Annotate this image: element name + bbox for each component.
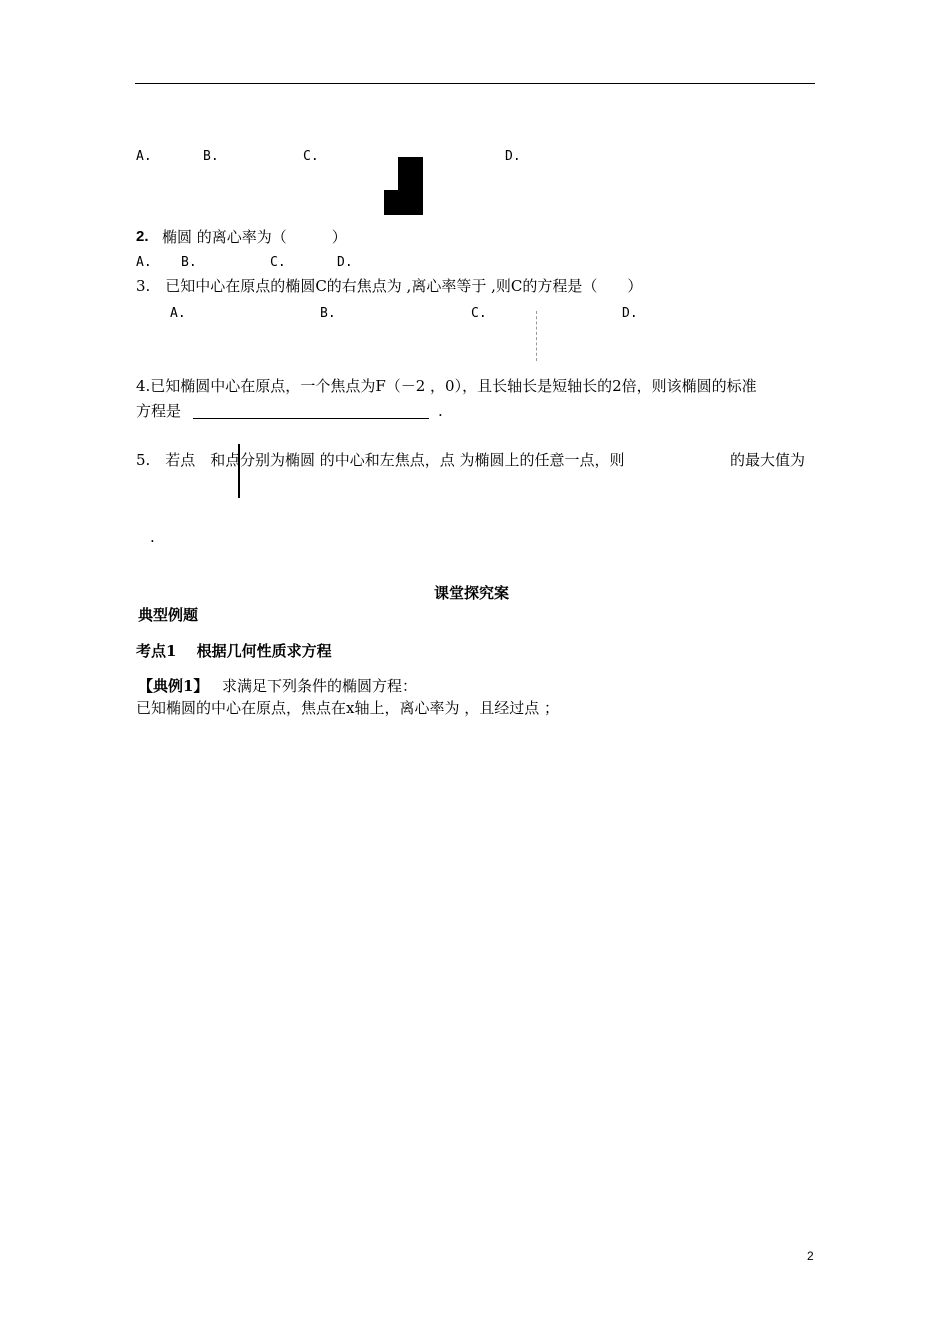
q5-part1: 5. 若点 和点	[136, 451, 241, 469]
q3-option-d: D.	[622, 306, 638, 321]
q1-figure-block-top	[398, 157, 423, 191]
example-label: 【典例1】	[138, 677, 209, 695]
example-condition: 已知椭圆的中心在原点，焦点在x轴上，离心率为 ，且经过点 ；	[136, 699, 559, 717]
section-title: 课堂探究案	[434, 584, 510, 602]
example-text: 求满足下列条件的椭圆方程：	[222, 677, 418, 695]
q3-dashed-divider	[536, 311, 537, 361]
header-rule	[135, 83, 815, 84]
q2-option-d: D.	[337, 255, 353, 270]
q5-part3: 的最大值为	[730, 451, 806, 469]
q3-option-b: B.	[320, 306, 336, 321]
q4-line2-prefix: 方程是	[136, 402, 182, 420]
q3-text: 3. 已知中心在原点的椭圆C的右焦点为 ,离心率等于 ,则C的方程是（ ）	[136, 277, 643, 295]
q4-line2-suffix: .	[438, 402, 443, 420]
q5-tail: .	[150, 528, 155, 546]
q2-text: 椭圆 的离心率为（ ）	[162, 228, 347, 246]
q2-option-c: C.	[270, 255, 286, 270]
q4-line1: 4.已知椭圆中心在原点，一个焦点为F（－2 ，0），且长轴长是短轴长的2倍，则该椭圆的标准	[136, 377, 757, 395]
page-number: 2	[807, 1249, 814, 1263]
q1-option-b: B.	[203, 149, 219, 164]
q1-option-a: A.	[136, 149, 152, 164]
q3-option-a: A.	[170, 306, 186, 321]
section-subtitle: 典型例题	[138, 606, 199, 624]
q2-option-b: B.	[181, 255, 197, 270]
q3-option-c: C.	[471, 306, 487, 321]
q5-part2: 分别为椭圆 的中心和左焦点，点 为椭圆上的任意一点，则	[240, 451, 625, 469]
q1-option-d: D.	[505, 149, 521, 164]
q1-figure-block-bottom	[384, 190, 423, 215]
q2-option-a: A.	[136, 255, 152, 270]
q2-number: 2.	[136, 228, 149, 245]
q1-option-c: C.	[303, 149, 319, 164]
q4-answer-blank	[193, 418, 429, 419]
topic-heading: 考点1 根据几何性质求方程	[136, 642, 332, 660]
